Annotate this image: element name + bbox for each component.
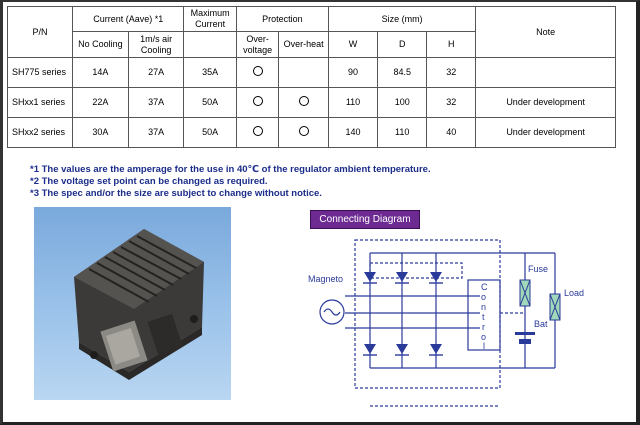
cell-over-voltage: [236, 58, 278, 88]
header-max-blank: [184, 32, 236, 58]
cell-h: 40: [427, 118, 476, 148]
cell-d: 100: [378, 88, 427, 118]
header-air-cooling: 1m/s air Cooling: [128, 32, 184, 58]
cell-max-current: 50A: [184, 88, 236, 118]
svg-text:t: t: [482, 312, 485, 322]
cell-pn: SH775 series: [8, 58, 73, 88]
header-max-current: Maximum Current: [184, 7, 236, 32]
header-over-heat: Over-heat: [279, 32, 329, 58]
cell-h: 32: [427, 88, 476, 118]
cell-d: 84.5: [378, 58, 427, 88]
regulator-image: [34, 207, 231, 400]
cell-air-cooling: 27A: [128, 58, 184, 88]
circle-mark-icon: [299, 126, 309, 136]
cell-h: 32: [427, 58, 476, 88]
cell-note: Under development: [476, 88, 616, 118]
circle-mark-icon: [253, 66, 263, 76]
table-row: [8, 88, 616, 118]
header-pn: P/N: [8, 7, 73, 58]
cell-note: Under development: [476, 118, 616, 148]
fuse-label: Fuse: [528, 264, 549, 274]
header-w: W: [328, 32, 377, 58]
header-no-cooling: No Cooling: [73, 32, 129, 58]
cell-no-cooling: 14A: [73, 58, 129, 88]
cell-w: 110: [328, 88, 377, 118]
battery-icon: [515, 332, 535, 335]
cell-over-heat: [279, 88, 329, 118]
control-label: [481, 282, 488, 351]
header-current: Current (Aave) *1: [73, 7, 184, 32]
cell-max-current: 50A: [184, 118, 236, 148]
cell-no-cooling: 22A: [73, 88, 129, 118]
header-note: Note: [476, 7, 616, 58]
footnote-3: *3 The spec and/or the size are subject to change without notice.: [30, 188, 322, 199]
bat-label: Bat: [534, 319, 548, 329]
cell-over-heat: [279, 118, 329, 148]
diagram-title: Connecting Diagram: [310, 210, 420, 229]
load-label: Load: [564, 288, 585, 298]
cell-max-current: 35A: [184, 58, 236, 88]
svg-text:n: n: [481, 302, 487, 312]
cell-w: 90: [328, 58, 377, 88]
cell-w: 140: [328, 118, 377, 148]
svg-text:l: l: [483, 341, 485, 351]
cell-air-cooling: 37A: [128, 88, 184, 118]
cell-note: [476, 58, 616, 88]
cell-pn: SHxx1 series: [8, 88, 73, 118]
cell-air-cooling: 37A: [128, 118, 184, 148]
connecting-diagram: [300, 228, 600, 418]
product-photo: [34, 207, 231, 400]
svg-text:r: r: [482, 322, 485, 332]
cell-over-voltage: [236, 88, 278, 118]
circle-mark-icon: [299, 96, 309, 106]
table-row: [8, 118, 616, 148]
svg-text:o: o: [481, 332, 487, 342]
cell-over-heat: [279, 58, 329, 88]
cell-over-voltage: [236, 118, 278, 148]
spec-table: [7, 6, 616, 148]
svg-text:o: o: [481, 292, 487, 302]
svg-text:C: C: [481, 282, 488, 292]
cell-no-cooling: 30A: [73, 118, 129, 148]
footnote-2: *2 The voltage set point can be changed as required.: [30, 176, 268, 187]
header-d: D: [378, 32, 427, 58]
footnotes: [30, 164, 431, 200]
cell-pn: SHxx2 series: [8, 118, 73, 148]
header-h: H: [427, 32, 476, 58]
circle-mark-icon: [253, 96, 263, 106]
header-over-voltage: Over- voltage: [236, 32, 278, 58]
table-row: [8, 58, 616, 88]
header-size: Size (mm): [328, 7, 475, 32]
footnote-1: *1 The values are the amperage for the use in 40℃ of the regulator ambient temperature.: [30, 164, 431, 175]
magneto-label: Magneto: [308, 274, 344, 284]
header-protection: Protection: [236, 7, 328, 32]
cell-d: 110: [378, 118, 427, 148]
table-header-row: [8, 7, 616, 32]
circle-mark-icon: [253, 126, 263, 136]
